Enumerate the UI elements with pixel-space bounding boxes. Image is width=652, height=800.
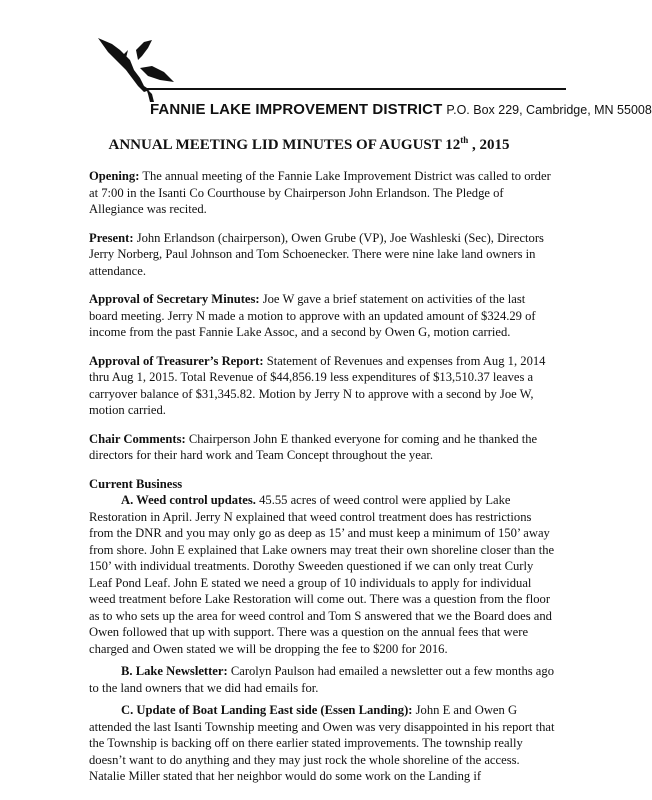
- treasurer-label: Approval of Treasurer’s Report:: [89, 353, 264, 368]
- opening-label: Opening:: [89, 169, 140, 183]
- business-item-text: Carolyn Paulson had emailed a newsletter out a few months ago to the land owners that we did had emails for.: [89, 664, 554, 695]
- business-item-label: B. Lake Newsletter:: [121, 664, 228, 678]
- chair-label: Chair Comments:: [89, 431, 186, 446]
- secretary-label: Approval of Secretary Minutes:: [89, 292, 260, 306]
- business-item-label: A. Weed control updates.: [121, 493, 256, 507]
- business-item-weed-control: [89, 492, 555, 657]
- current-business-heading: Current Business: [89, 476, 183, 491]
- business-item-newsletter: [89, 663, 555, 696]
- opening-paragraph: [89, 168, 555, 218]
- secretary-text: Joe W gave a brief statement on activities of the last board meeting. Jerry N made a motion to approve with an updated amount of $324.29 of income from the past Fannie Lake Assoc, and a second by Owen G, motion carried.: [89, 292, 536, 339]
- letterhead-rule: [142, 88, 566, 90]
- title-main: ANNUAL MEETING LID MINUTES OF AUGUST 12: [108, 137, 461, 153]
- present-paragraph: [89, 230, 555, 280]
- title-superscript: th: [460, 135, 469, 145]
- document-title: [0, 135, 618, 154]
- org-name: FANNIE LAKE IMPROVEMENT DISTRICT: [150, 101, 443, 118]
- secretary-paragraph: [89, 291, 555, 341]
- business-item-text: John E and Owen G attended the last Isanti Township meeting and Owen was very disappointed in his report that the Township is backing off on there earlier stated improvements. The township really doesn’t want to do anything and they may just rock the whole shoreline of the access. Natalie Miller stated that her neighbor would do some work on the Landing if: [89, 703, 555, 783]
- org-address: P.O. Box 229, Cambridge, MN 55008: [446, 103, 652, 117]
- opening-text: The annual meeting of the Fannie Lake Improvement District was called to order at 7:00 in the Isanti Co Courthouse by Chairperson John Erlandson. The Pledge of Allegiance was recited.: [89, 169, 551, 216]
- business-item-text: 45.55 acres of weed control were applied by Lake Restoration in April. Jerry N explained that weed control treatment does has restrictions from the DNR and you may only go as deep as 15’ and must keep a minimum of 150’ away from shore. John E explained that Lake owners may treat their own shoreline closer than the 150’ with individual treatments. Dorothy Sweeden questioned if we can only treat Curly Leaf Pond Leaf. John E stated we need a group of 10 individuals to apply for individual weed treatment before Lake Restoration will come out. There was a question from the floor as to who sets up the area for weed control and Tom S answered that we the Board does and Owen followed that up with support. There was a question on the annual fees that were charged and Owen stated we will be dropping the fee to $200 for 2016.: [89, 493, 555, 656]
- present-text: John Erlandson (chairperson), Owen Grube (VP), Joe Washleski (Sec), Directors Jerry Norberg, Paul Johnson and Tom Schoenecker. There were nine lake land owners in attendance.: [89, 230, 544, 278]
- heron-logo-icon: [90, 30, 210, 110]
- document-body: [89, 168, 555, 785]
- treasurer-text: Statement of Revenues and expenses from Aug 1, 2014 thru Aug 1, 2015. Total Revenue of $44,856.19 less expenditures of $13,510.37 leaves a carryover balance of $31,345.82. Motion by Jerry N to approve with a second by Joe W, motion carried.: [89, 353, 546, 417]
- chair-paragraph: [89, 431, 555, 464]
- letterhead-text: [150, 102, 652, 118]
- business-item-boat-landing: [89, 702, 555, 785]
- chair-text: Chairperson John E thanked everyone for coming and he thanked the directors for their hard work and Team Concept throughout the year.: [89, 431, 538, 462]
- present-label: Present:: [89, 230, 134, 245]
- title-year: , 2015: [468, 137, 510, 153]
- letterhead: [90, 30, 652, 118]
- business-item-label: C. Update of Boat Landing East side (Essen Landing):: [121, 703, 413, 717]
- treasurer-paragraph: [89, 353, 555, 419]
